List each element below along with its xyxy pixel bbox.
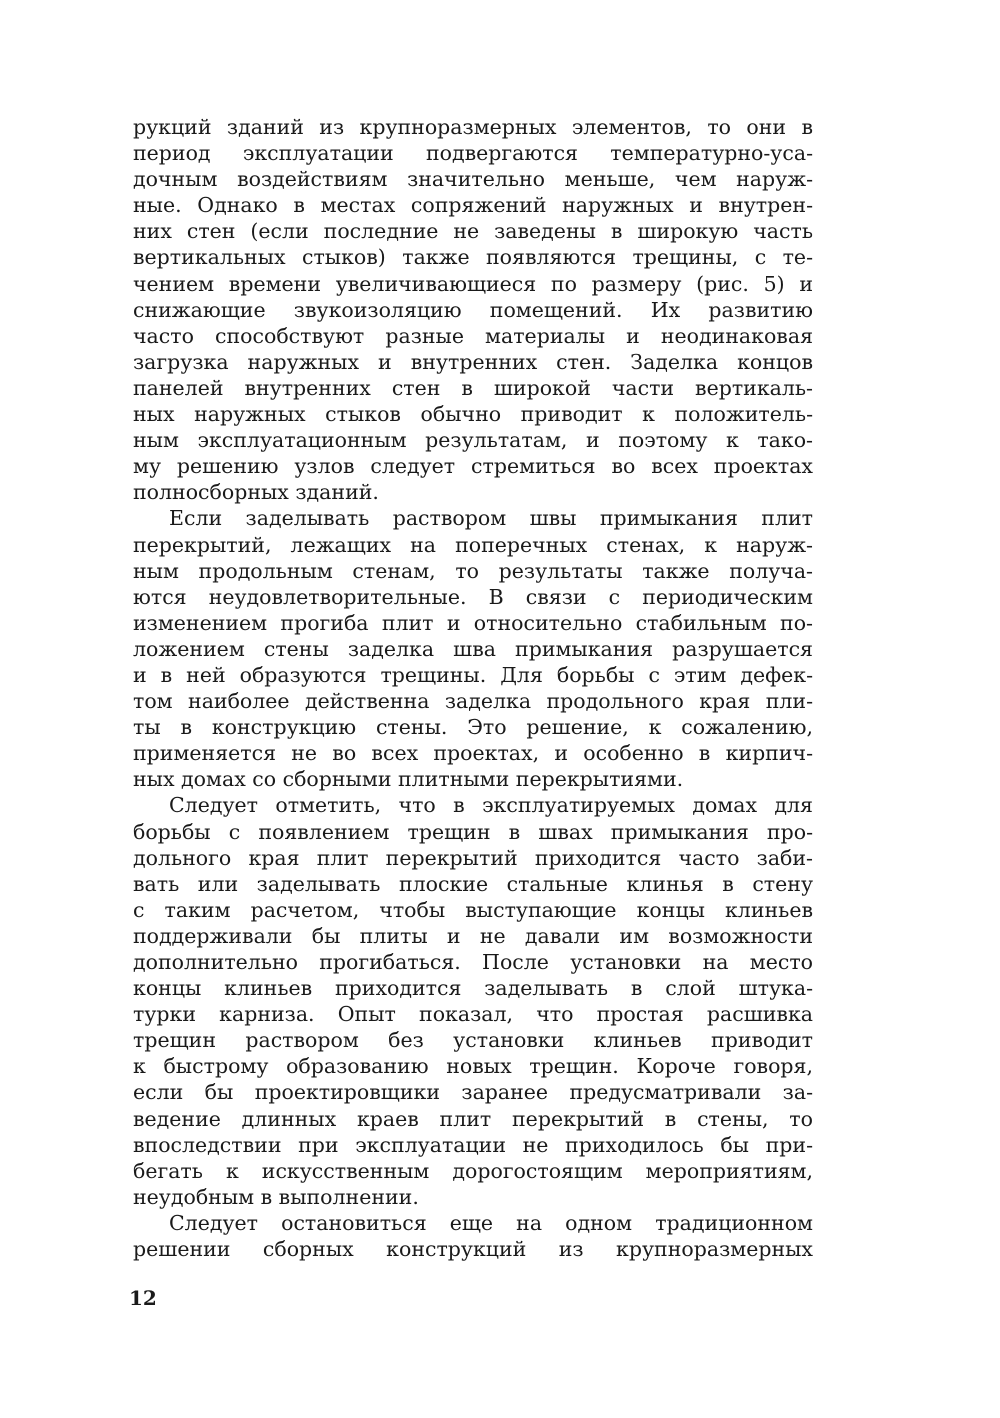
text-line: панелей внутренних стен в широкой части вертикаль- [133,375,813,400]
text-line: и в ней образуются трещины. Для борьбы с этим дефек- [133,662,813,687]
text-line: перекрытий, лежащих на поперечных стенах, к наруж- [133,532,813,557]
text-line: бегать к искусственным дорогостоящим мероприятиям, [133,1158,813,1183]
text-line: применяется не во всех проектах, и особенно в кирпич- [133,741,813,766]
text-line: ных домах со сборными плитными перекрытиями. [133,767,684,792]
text-line: му решению узлов следует стремиться во всех проектах [133,454,813,479]
text-line: ты в конструкцию стены. Это решение, к сожалению, [133,715,813,740]
text-line: изменением прогиба плит и относительно стабильным по- [133,610,813,635]
body-text [133,114,813,1262]
page-number: 12 [129,1286,157,1310]
text-line: ным эксплуатационным результатам, и поэтому к тако- [133,428,813,453]
text-line: период эксплуатации подвергаются температурно-уса- [133,141,813,166]
text-line: борьбы с появлением трещин в швах примыкания про- [133,819,813,844]
text-line: к быстрому образованию новых трещин. Короче говоря, [133,1054,813,1079]
text-line: ным продольным стенам, то результаты также получа- [133,558,813,583]
text-line: ных наружных стыков обычно приводит к положитель- [133,402,813,427]
text-line: впоследствии при эксплуатации не приходилось бы при- [133,1132,813,1157]
text-line: концы клиньев приходится заделывать в слой штука- [133,976,813,1001]
text-line: Следует остановиться еще на одном традиционном [169,1210,813,1235]
text-line: том наиболее действенна заделка продольного края пли- [133,689,813,714]
text-line: решении сборных конструкций из крупноразмерных [133,1237,813,1262]
text-line: трещин раствором без установки клиньев приводит [133,1028,813,1053]
text-line: вертикальных стыков) также появляются трещины, с те- [133,245,813,270]
text-line: с таким расчетом, чтобы выступающие концы клиньев [133,897,813,922]
text-line: вать или заделывать плоские стальные клинья в стену [133,871,813,896]
text-line: полносборных зданий. [133,480,379,505]
text-line: часто способствуют разные материалы и неодинаковая [133,323,813,348]
text-line: дольного края плит перекрытий приходится часто заби- [133,845,813,870]
text-line: ные. Однако в местах сопряжений наружных и внутрен- [133,193,813,218]
text-line: ются неудовлетворительные. В связи с периодическим [133,584,813,609]
text-line: турки карниза. Опыт показал, что простая расшивка [133,1002,813,1027]
text-line: Следует отметить, что в эксплуатируемых домах для [169,793,813,818]
text-line: загрузка наружных и внутренних стен. Заделка концов [133,349,813,374]
text-line: дочным воздействиям значительно меньше, чем наруж- [133,167,813,192]
text-line: поддерживали бы плиты и не давали им возможности [133,923,813,948]
text-line: снижающие звукоизоляцию помещений. Их развитию [133,297,813,322]
text-line: рукций зданий из крупноразмерных элементов, то они в [133,115,813,139]
text-line: дополнительно прогибаться. После установки на место [133,950,813,974]
text-line: ложением стены заделка шва примыкания разрушается [133,636,813,661]
text-line: Если заделывать раствором швы примыкания плит [169,506,813,531]
text-line: ведение длинных краев плит перекрытий в стены, то [133,1106,813,1131]
text-line: чением времени увеличивающиеся по размеру (рис. 5) и [133,271,813,296]
text-line: неудобным в выполнении. [133,1184,419,1209]
text-line: если бы проектировщики заранее предусматривали за- [133,1080,813,1105]
text-line: них стен (если последние не заведены в широкую часть [133,219,813,244]
